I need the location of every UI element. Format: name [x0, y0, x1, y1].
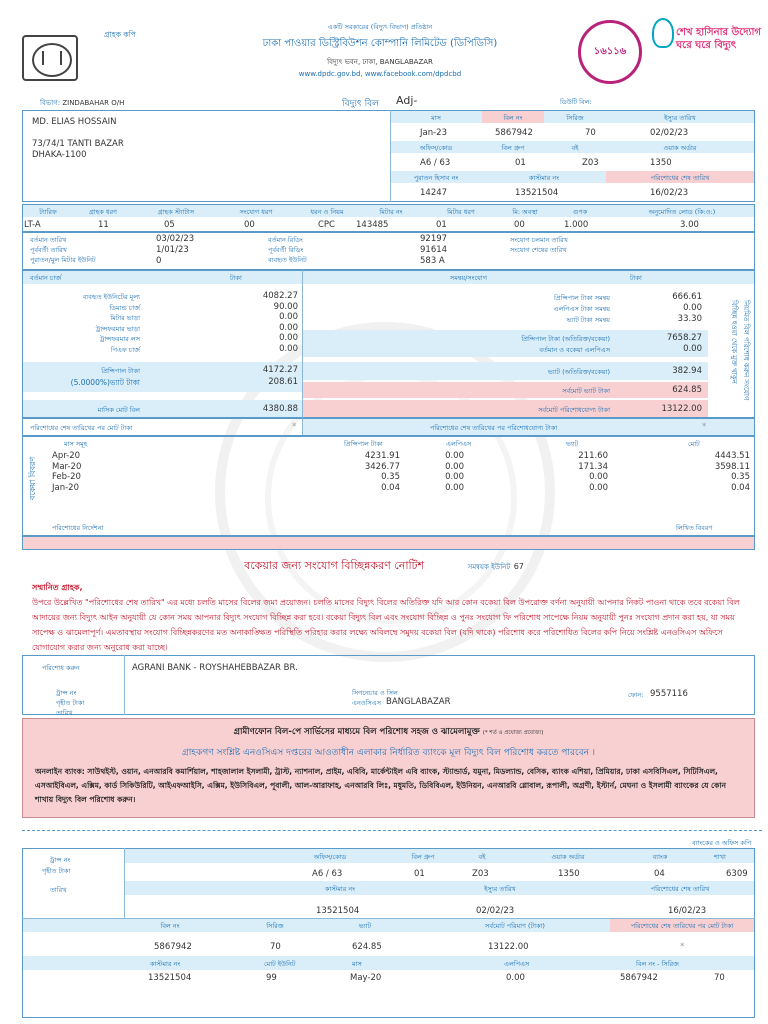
stub-foot-header-cell: মোট ইউনিট [264, 960, 296, 968]
arrears-header-cell: মাস সমূহ [64, 440, 88, 448]
arrears-cell: 3598.11 [714, 461, 750, 472]
monthly-total: 4380.88 [262, 404, 298, 414]
adjust-row-value: 33.30 [677, 314, 702, 324]
current-charge-header: বর্তমান চার্জ [30, 274, 62, 282]
arrears-cell: 0.04 [731, 482, 750, 493]
arrears-cell: 4443.51 [714, 451, 750, 461]
notice-unit-label: সমন্বয়ক ইউনিট [467, 563, 511, 571]
charge-row-value: 4082.27 [262, 291, 298, 301]
division-label: বিভাগ: [40, 99, 61, 107]
previous-reading: 91614 [420, 245, 448, 255]
charge-row-label: ব্যবহৃত ইউনিটের মূল্য [82, 293, 140, 301]
company-address: বিদ্যুৎ ভবন, ঢাকা, BANGLABAZAR [327, 58, 433, 66]
book-number: Z03 [582, 158, 599, 168]
tariff-value-cell: 3.00 [680, 220, 699, 230]
walk-order-label: ওয়াক অর্ডার [663, 144, 697, 152]
arrears-cell: 4231.91 [364, 451, 400, 461]
stub-total: 13122.00 [488, 942, 529, 952]
reading-box [22, 232, 755, 270]
customer-address-line2: DHAKA-1100 [32, 150, 87, 160]
walk-order: 1350 [650, 158, 672, 168]
stub-foot-value-cell: 0.00 [506, 973, 525, 983]
stub-after-due: * [680, 942, 685, 952]
office-copy-label: ব্যাংকের ও অফিস কপি [692, 839, 752, 847]
division-line [40, 97, 124, 109]
due-date: 16/02/23 [650, 188, 689, 198]
stub-book-label: বই [478, 853, 486, 861]
stub-vat-label: ভ্যাট [358, 922, 372, 930]
stub-branch-label: শাখা [714, 853, 726, 861]
tariff-header-cell: মিটার নং [379, 208, 403, 216]
remark-label: লিখিত বিবরণ [676, 524, 713, 532]
customer-number: 13521504 [515, 188, 559, 198]
notice-title [0, 557, 768, 576]
stub-date-label: তারিখ [50, 886, 67, 894]
txn-label: ট্রান্স নং [56, 689, 77, 697]
office-code-label: অফিস/কোড [419, 144, 453, 152]
tariff-header-cell: মি: অবস্থা [512, 208, 538, 216]
arrears-cell: 0.00 [445, 461, 464, 472]
bill-group-label: বিল গ্রুপ [501, 144, 525, 152]
duplicate-label: ডিউটি বিল: [560, 98, 592, 106]
stub-office-code: A6 / 63 [312, 869, 343, 879]
date-label: তারিখ [56, 709, 73, 717]
notice-greeting: সম্মানিত গ্রাহক, [32, 583, 83, 592]
arrears-header-cell: প্রিন্সিপাল টাকা [344, 440, 383, 448]
arrears-cell: 0.00 [589, 472, 608, 482]
company-subtitle: একটি সরকারের (বিদ্যুৎ বিভাগ) প্রতিষ্ঠান [327, 23, 433, 31]
arrears-cell: Feb-20 [52, 472, 81, 482]
arrears-cell: 0.35 [381, 472, 400, 482]
stub-due-label: পরিশোধের শেষ তারিখ [650, 885, 710, 893]
arrears-cell: 0.00 [589, 482, 608, 493]
stub-foot-header-cell: এলপিএস [504, 960, 530, 968]
charge-row-value: 0.00 [279, 343, 298, 354]
tariff-value-cell: LT-A [24, 220, 41, 230]
after-due-value: * [292, 422, 297, 432]
tariff-value-cell: CPC [318, 220, 335, 230]
vat-amount: 208.61 [268, 377, 298, 387]
previous-date: 1/01/23 [156, 245, 189, 255]
notice-unit-value: 67 [513, 562, 524, 571]
tariff-value-cell: 11 [98, 220, 109, 230]
stub-foot-value-cell: 13521504 [148, 973, 192, 983]
charge-row-value: 0.00 [279, 312, 298, 322]
reconnect-date-label: সংযোগ চলমান তারিখ [510, 236, 568, 244]
stub-foot-value-cell: 70 [714, 973, 725, 983]
online-bank-list [35, 765, 745, 807]
stub-txn-label: ট্রান্স নং [50, 856, 71, 864]
previous-reading-label: পূর্ববর্তী রিডিং [268, 246, 304, 254]
stub-bank: 04 [654, 869, 665, 879]
stub-bill-no-label: বিল নং [160, 922, 180, 930]
bill-type: Adj- [396, 94, 418, 107]
payment-info-bar [22, 718, 755, 818]
stub-after-due-label: পরিশোধের শেষ তারিখের পর মোট টাকা [630, 922, 734, 930]
charge-row-value: 0.00 [279, 333, 298, 343]
stub-foot-value-cell: 5867942 [620, 973, 658, 983]
stub-vat: 624.85 [352, 942, 382, 952]
charge-row-value: 90.00 [273, 301, 298, 312]
charge-row-label: ডিমান্ড চার্জ [109, 303, 140, 312]
bill-header [0, 0, 768, 92]
company-web[interactable]: www.dpdc.gov.bd, www.facebook.com/dpdcbd [298, 70, 462, 78]
bill-title: বিদ্যুৎ বিল [342, 99, 379, 109]
present-reading: 92197 [420, 234, 448, 244]
issue-date: 02/02/23 [650, 128, 689, 138]
tariff-header-cell: ধরন ও নিয়ম [310, 208, 344, 216]
phone-label: ফোন: [628, 691, 644, 699]
online-bank-label: অনলাইন ব্যাংক: [35, 767, 85, 776]
previous-date-label: পূর্ববর্তী তারিখ [30, 246, 67, 254]
stub-bill-group-label: বিল গ্রুপ [411, 853, 435, 861]
old-unit-label: পুরাতন/মুল মিটার ইউনিট [30, 256, 96, 264]
stub-box [22, 848, 755, 1018]
stub-total-label: সর্বমোট পরিমাণ (টাকা) [485, 922, 545, 930]
tariff-value-cell: 05 [164, 220, 175, 230]
bank-instruction: গ্রাহকগণ সংশ্লিষ্ট এনওসিএস দপ্তরের আওতাধীন এলাকার নির্ধারিত ব্যাংকে মূল বিদ্যুৎ বিল পরিশোধ করতে পারবেন । [181, 748, 596, 758]
stub-customer-no-label: কাস্টমার নং [324, 885, 356, 893]
after-due-label: পরিশোধের শেষ তারিখের পর মোট টাকা [30, 424, 133, 432]
bill-group: 01 [515, 158, 526, 168]
tear-line [22, 830, 762, 831]
phone-value: 9557116 [650, 689, 688, 699]
consumed-unit-label: ব্যবহৃত ইউনিট [268, 256, 307, 264]
tariff-header-cell: মিটার ধরণ [447, 208, 475, 216]
sign-label: সিগনেচার ও সিল [352, 689, 398, 697]
stub-walk: 1350 [558, 869, 580, 879]
tariff-header-cell: গুণক [572, 208, 588, 216]
bulb-icon [652, 18, 674, 48]
stub-office-code-label: অফিস/কোড [313, 853, 347, 861]
division-value: ZINDABAHAR O/H [62, 99, 125, 107]
customer-no-label: কাস্টমার নং [528, 174, 560, 182]
notice-body [32, 580, 744, 655]
tariff-header-cell: অনুমোদিত লোড (কি:ও:) [648, 208, 716, 216]
arrears-cell: 0.00 [445, 472, 464, 482]
slogan-text: শেখ হাসিনার উদ্যোগ ঘরে ঘরে বিদ্যুৎ [676, 27, 761, 51]
adjust-row-label: এলপিএস টাকা সমন্বয় [553, 305, 610, 313]
paying-bank: AGRANI BANK - ROYSHAHEBBAZAR BR. [132, 663, 298, 673]
payment-hint: পরিশোধের নির্দেশনা [52, 524, 104, 532]
nocs-label: এনওসিএস [352, 699, 382, 707]
arrears-cell: 0.00 [445, 482, 464, 493]
office-code: A6 / 63 [420, 158, 451, 168]
tariff-header-cell: ট্যারিফ [39, 208, 57, 216]
stub-walk-label: ওয়াক অর্ডার [551, 853, 585, 861]
charge-row-label: মিটার ভাড়া [110, 314, 140, 322]
total-vat: 624.85 [672, 385, 702, 395]
charge-row-value: 0.00 [279, 322, 298, 333]
adjust-row-label: ভ্যাট টাকা সমন্বয় [566, 316, 610, 324]
arrears-header-cell: এলপিএস [446, 440, 472, 448]
stub-seq: 70 [270, 942, 281, 952]
consumed-unit: 583 A [420, 256, 445, 266]
gp-billpay-note: (* শর্ত ও প্রযোজ্য প্রযোজ্য) [482, 730, 544, 736]
present-date: 03/02/23 [156, 234, 195, 244]
principal-adjust-label: প্রিন্সিপাল টাকা (অতিরিক্ত/বকেয়া) [521, 335, 610, 343]
tariff-value-cell: 00 [244, 220, 255, 230]
stub-foot-header-cell: বিল নং - সিরিজ [636, 960, 679, 968]
gp-billpay-line [23, 725, 754, 739]
arrears-cell: 3426.77 [364, 461, 400, 472]
charge-row-label: ট্রান্সফরমার ভাড়া [95, 324, 140, 333]
pay-label: পরিশোধ করুন [42, 664, 80, 672]
tariff-value-cell: 00 [514, 220, 525, 230]
tariff-value-cell: 1.000 [564, 220, 589, 230]
adjust-row-value: 0.00 [683, 303, 702, 313]
stub-customer-no: 13521504 [316, 906, 360, 916]
company-block [230, 22, 530, 78]
gp-billpay-text: গ্রামীণফোন বিল-পে সার্ভিসের মাধ্যমে বিল পরিশোধ সহজ ও ঝামেলামুক্ত [233, 727, 480, 737]
tariff-header-cell: গ্রাহক ধরণ [89, 208, 117, 216]
stub-collected-label: গৃহীত টাকা [42, 867, 71, 875]
stub-bank-label: ব্যাংক [652, 853, 668, 861]
due-date-label: পরিশোধের শেষ তারিখ [650, 174, 710, 182]
lps-adjust: 0.00 [683, 344, 702, 354]
customer-copy-label: গ্রাহক কপি [104, 30, 136, 39]
hotline-number: ১৬১১৬ [593, 45, 627, 57]
total-vat-label: সর্বমোট ভ্যাট টাকা [562, 387, 610, 395]
charge-row-label: পিএফ চার্জ [110, 345, 140, 354]
arrears-cell: 0.04 [381, 482, 400, 493]
monthly-total-label: মাসিক মোট বিল [97, 406, 140, 414]
bill-no-label: বিল নং [503, 114, 523, 122]
vat-label: (5.0000%)ভ্যাট টাকা [70, 378, 140, 387]
grand-total: 13122.00 [661, 404, 702, 414]
old-account-label: পুরাতন হিসাব নং [413, 174, 459, 182]
arrears-cell: Jan-20 [52, 482, 79, 493]
tariff-value-cell: 01 [436, 220, 447, 230]
notice-band [22, 536, 755, 550]
grand-total-label: সর্বমোট পরিশোধযোগ্য টাকা [538, 406, 610, 414]
dpdc-logo-icon [22, 35, 78, 81]
bill-number: 5867942 [495, 128, 533, 138]
stub-foot-value-cell: 99 [266, 973, 277, 983]
bill-month: Jan-23 [420, 128, 447, 138]
adjust-row-value: 666.61 [672, 292, 702, 302]
old-unit: 0 [156, 256, 162, 266]
company-name: ঢাকা পাওয়ার ডিস্ট্রিবিউশন কোম্পানি লিমিটেড (ডিপিডিসি) [262, 38, 498, 49]
hotline-badge [578, 20, 642, 84]
vat-adjust: 382.94 [672, 366, 702, 376]
principal-amount: 4172.27 [262, 365, 298, 375]
present-date-label: বর্তমান তারিখ [30, 236, 67, 244]
tariff-header-cell: সংযোগ ধরণ [239, 208, 273, 216]
online-bank-names: সাউথইস্ট, ওয়ান, এনআরবি কমার্শিয়াল, শাহজালাল ইসলামী, ট্রাস্ট, ন্যাশনাল, প্রাইম, এবিবি, মার্কেন্টাইল এবি ব্যাংক, স্ট্যান্ডার্ড, যমুনা, মিডল্যান্ড, বেসিক, ব্যাংক এশিয়া, প্রিমিয়ার, ঢাকা এসবিসিএল, সিটিসিএল, এসআইবিএল, এক্সিম, কার্ড সিকিউরিটি, আইএফআইসি, এক্সিম, ইউসিবিএল, পূবালী, আল-আরাফাহ, এনআরবি লিঃ, মধুমতি, ডিবিবিএল, ইউনিয়ন, এনআরবি গ্লোবাল, রূপালী, অগ্রণী, ইস্টার্ন, মেঘনা ও ইসলামী ব্যাংকের যে কোন শাখায় বিদ্যুৎ বিল পরিশোধ করুন। [35, 767, 726, 804]
stub-due-date: 16/02/23 [668, 906, 707, 916]
present-reading-label: বর্তমান রিডিং [268, 236, 303, 244]
arrears-cell: 0.00 [445, 451, 464, 461]
left-taka-header: টাকা [230, 274, 242, 282]
stub-issue-date: 02/02/23 [476, 906, 515, 916]
arrears-cell: Apr-20 [52, 451, 81, 461]
principal-adjust: 7658.27 [666, 333, 702, 343]
stub-foot-header-cell: কাস্টমার নং [150, 960, 181, 968]
adjust-row-label: প্রিন্সিপাল টাকা সমন্বয় [554, 294, 610, 302]
adjustment-header: সমন্বয়/সংযোগ [450, 274, 487, 282]
customer-address-line1: 73/74/1 TANTI BAZAR [32, 139, 124, 149]
charge-row-label: ট্রান্সফরমার লস [99, 335, 140, 343]
arrears-header-cell: মোট [688, 440, 700, 448]
book-label: বই [571, 144, 579, 152]
disconnect-date-label: সংযোগ শেষের তারিখ [510, 246, 567, 254]
vat-adjust-label: ভ্যাট (অতিরিক্ত/বকেয়া) [547, 368, 610, 376]
tariff-value-cell: 143485 [356, 220, 389, 230]
arrears-cell: 211.60 [578, 451, 608, 461]
stub-foot-value-cell: May-20 [350, 973, 382, 983]
stub-seq-label: সিরিজ [266, 922, 284, 930]
arrears-header-cell: ভ্যাট [566, 440, 579, 448]
issue-date-label: ইস্যুর তারিখ [664, 114, 696, 122]
stub-bill-group: 01 [414, 869, 425, 879]
arrears-cell: Mar-20 [52, 461, 82, 472]
bill-sequence: 70 [585, 128, 596, 138]
after-due-lps-value: * [702, 422, 707, 432]
right-taka-header: টাকা [630, 274, 642, 282]
arrears-cell: 0.35 [731, 472, 750, 482]
stub-branch: 6309 [726, 869, 748, 879]
collected-label: গৃহীত টাকা [56, 699, 85, 707]
after-due-lps-label: পরিশোধের শেষ তারিখের পর পরিশোধযোগ্য টাকা [430, 424, 558, 432]
month-label: মাস [431, 114, 441, 122]
nocs-value: BANGLABAZAR [386, 697, 451, 707]
side-note: নিয়মিত বিল পরিশোধ করুন সংযোগ বিচ্ছিন্ন হওয়া থেকে মুক্ত থাকুন [730, 300, 750, 401]
seq-label: সিরিজ [566, 114, 584, 122]
stub-book: Z03 [472, 869, 489, 879]
arrears-side-label: বকেয়া বিবরণ [28, 456, 37, 500]
customer-name: MD. ELIAS HOSSAIN [32, 117, 117, 127]
stub-issue-label: ইস্যুর তারিখ [484, 885, 516, 893]
old-account: 14247 [420, 188, 448, 198]
lps-adjust-label: বর্তমান ও বকেয়া এলপিএস [539, 346, 610, 354]
notice-title-text: বকেয়ার জন্য সংযোগ বিচ্ছিন্নকরণ নোটিশ [244, 559, 425, 572]
notice-text: উপরে উল্লেখিত "পরিশোধের শেষ তারিখ" এর মধ্যে চলতি মাসের বিলের জমা প্রয়োজন। চলতি মাসের বিদ্যুৎ বিলের অতিরিক্ত যদি আর কোন বকেয়া বিল উপরোক্ত বর্ণনা অনুযায়ী আপনার নিকট পাওনা থাকে তবে বকেয়া বিল আদায়ের জন্য বিদ্যুৎ আইন অনুযায়ী যে কোন সময় আপনার বিদ্যুৎ সংযোগ বিচ্ছিন্ন করা হবে। বকেয়া বিদ্যুৎ বিল এবং সংযোগ বিচ্ছিন্ন ও পুনঃ সংযোগ ফি পরিশোধ সাপেক্ষে নিয়ম অনুযায়ী পুনঃ সংযোগ প্রদান করা হয়, যা সময় সাপেক্ষ ও ঝামেলাপূর্ণ। এমতাবস্থায় সংযোগ বিচ্ছিন্নকরণের মত অনাকাঙ্ক্ষিত পরিস্থিতি পরিহার করার লক্ষ্যে অবিলম্বে সমুদয় বকেয়া বিল (যদি থাকে) পরিশোধ করে পরিশোধিত বিলের কপি নিয়ে সংশ্লিষ্ট এনওসিএস অফিসে যোগাযোগ করার জন্য অনুরোধ করা যাচ্ছে। [32, 598, 740, 652]
principal-label: প্রিন্সিপাল টাকা [101, 367, 140, 375]
stub-foot-header-cell: মাস [352, 960, 362, 968]
tariff-header-cell: গ্রাহক স্ট্যাটাস [157, 208, 195, 216]
stub-bill-no: 5867942 [154, 942, 192, 952]
arrears-cell: 171.34 [578, 461, 608, 472]
